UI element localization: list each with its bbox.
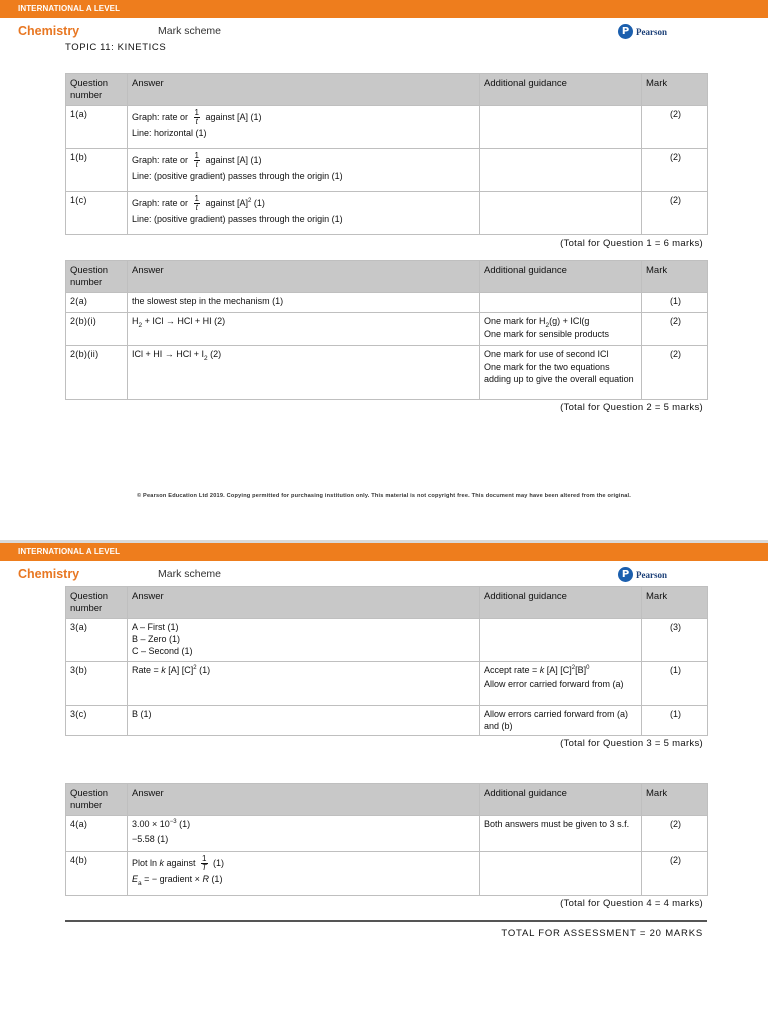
subject-title: Chemistry bbox=[18, 24, 80, 38]
answer-text: Graph: rate or bbox=[132, 197, 191, 208]
table-row bbox=[66, 313, 708, 346]
fraction bbox=[194, 195, 200, 212]
rate-constant-symbol: k bbox=[161, 665, 166, 675]
guidance-cell bbox=[480, 852, 642, 896]
answer-line: Line: (positive gradient) passes through the origin (1) bbox=[132, 214, 343, 224]
answer-cell bbox=[128, 852, 480, 896]
banner-text: INTERNATIONAL A LEVEL bbox=[18, 4, 121, 13]
guidance-cell bbox=[480, 293, 642, 313]
fraction bbox=[201, 855, 207, 872]
pearson-logo bbox=[618, 567, 667, 582]
guidance-text: [A] [C] bbox=[544, 665, 572, 675]
question-number: 4(a) bbox=[66, 816, 128, 852]
column-header-mark: Mark bbox=[642, 784, 708, 816]
guidance-cell bbox=[480, 346, 642, 400]
guidance-cell bbox=[480, 662, 642, 706]
answer-text: Rate = bbox=[132, 665, 162, 675]
answer-cell bbox=[128, 816, 480, 852]
fraction-numerator: 1 bbox=[194, 151, 199, 160]
table-row bbox=[66, 706, 708, 736]
superscript: 2 bbox=[193, 665, 197, 671]
column-header-answer: Answer bbox=[128, 587, 480, 619]
guidance-cell bbox=[480, 149, 642, 192]
header-banner bbox=[0, 0, 768, 18]
question-number: 3(a) bbox=[66, 619, 128, 662]
question-number: 1(a) bbox=[66, 106, 128, 149]
column-header-question: Question number bbox=[66, 74, 128, 106]
table-row bbox=[66, 149, 708, 192]
answer-line: B – Zero (1) bbox=[132, 634, 181, 644]
table-row bbox=[66, 346, 708, 400]
table-row bbox=[66, 662, 708, 706]
document-type: Mark scheme bbox=[158, 25, 222, 37]
answer-line: Line: (positive gradient) passes through the origin (1) bbox=[132, 171, 343, 181]
superscript: −3 bbox=[169, 819, 177, 825]
column-header-mark: Mark bbox=[642, 261, 708, 293]
answer-text: + ICl → HCl + HI (2) bbox=[142, 316, 226, 326]
guidance-cell bbox=[480, 192, 642, 235]
answer-text: (1) bbox=[196, 665, 211, 675]
question-3-table bbox=[65, 586, 708, 736]
answer-line: C – Second (1) bbox=[132, 646, 193, 656]
answer-text: H bbox=[132, 316, 139, 326]
fraction bbox=[194, 109, 200, 126]
column-header-guidance: Additional guidance bbox=[480, 74, 642, 106]
subject-title: Chemistry bbox=[18, 567, 80, 581]
guidance-text: One mark for H bbox=[484, 316, 546, 326]
question-number: 1(c) bbox=[66, 192, 128, 235]
fraction-denominator: t bbox=[195, 203, 198, 212]
mark-cell: (3) bbox=[642, 619, 708, 662]
answer-text: Plot ln bbox=[132, 857, 160, 868]
superscript: 2 bbox=[571, 665, 576, 671]
answer-text: 3.00 × 10 bbox=[132, 819, 170, 829]
question-2-total: (Total for Question 2 = 5 marks) bbox=[560, 402, 703, 413]
mark-cell: (2) bbox=[642, 149, 708, 192]
answer-text: (1) bbox=[208, 874, 223, 884]
rate-constant-symbol: k bbox=[539, 665, 545, 675]
answer-cell bbox=[128, 662, 480, 706]
superscript: 2 bbox=[248, 197, 252, 204]
answer-line: −5.58 (1) bbox=[132, 834, 169, 844]
mark-cell: (2) bbox=[642, 852, 708, 896]
document-type: Mark scheme bbox=[158, 568, 222, 580]
mark-cell: (1) bbox=[642, 706, 708, 736]
answer-text: (1) bbox=[251, 197, 265, 208]
mark-cell: (2) bbox=[642, 106, 708, 149]
question-1-total: (Total for Question 1 = 6 marks) bbox=[560, 238, 703, 249]
guidance-cell: Both answers must be given to 3 s.f. bbox=[480, 816, 642, 852]
question-3-total: (Total for Question 3 = 5 marks) bbox=[560, 738, 703, 749]
topic-title: TOPIC 11: KINETICS bbox=[65, 42, 167, 53]
column-header-guidance: Additional guidance bbox=[480, 784, 642, 816]
mark-cell: (2) bbox=[642, 346, 708, 400]
answer-text: (1) bbox=[176, 819, 191, 829]
subscript: 2 bbox=[204, 354, 208, 362]
guidance-cell bbox=[480, 619, 642, 662]
pearson-icon: P bbox=[618, 567, 633, 582]
answer-text: Graph: rate or bbox=[132, 154, 191, 165]
guidance-cell bbox=[480, 106, 642, 149]
guidance-line: One mark for sensible products bbox=[484, 329, 610, 339]
pearson-wordmark: Pearson bbox=[636, 26, 667, 37]
guidance-cell bbox=[480, 313, 642, 346]
guidance-text: (g) + ICl(g bbox=[549, 316, 590, 326]
subscript: a bbox=[138, 879, 142, 887]
rate-constant-symbol: k bbox=[159, 857, 165, 868]
fraction-numerator: 1 bbox=[202, 854, 207, 863]
answer-text: [A] [C] bbox=[165, 665, 194, 675]
column-header-guidance: Additional guidance bbox=[480, 587, 642, 619]
column-header-mark: Mark bbox=[642, 587, 708, 619]
answer-cell bbox=[128, 106, 480, 149]
answer-text: against [A] (1) bbox=[202, 154, 262, 165]
banner-text: INTERNATIONAL A LEVEL bbox=[18, 547, 121, 556]
gas-constant-symbol: R bbox=[202, 874, 209, 884]
question-4-total: (Total for Question 4 = 4 marks) bbox=[560, 898, 703, 909]
column-header-question: Question number bbox=[66, 587, 128, 619]
table-row bbox=[66, 192, 708, 235]
pearson-icon: P bbox=[618, 24, 633, 39]
question-4-table bbox=[65, 783, 708, 896]
question-number: 2(a) bbox=[66, 293, 128, 313]
superscript: 0 bbox=[586, 665, 590, 671]
question-number: 1(b) bbox=[66, 149, 128, 192]
answer-cell bbox=[128, 313, 480, 346]
header-banner bbox=[0, 543, 768, 561]
table-row bbox=[66, 619, 708, 662]
question-2-table bbox=[65, 260, 708, 400]
question-number: 3(c) bbox=[66, 706, 128, 736]
divider-rule bbox=[65, 920, 707, 922]
assessment-total: TOTAL FOR ASSESSMENT = 20 MARKS bbox=[501, 928, 703, 939]
column-header-mark: Mark bbox=[642, 74, 708, 106]
mark-cell: (2) bbox=[642, 313, 708, 346]
answer-cell bbox=[128, 192, 480, 235]
activation-energy-symbol: E bbox=[132, 874, 139, 884]
table-header-row bbox=[66, 261, 708, 293]
answer-text: ICl + HI → HCl + I bbox=[132, 349, 205, 359]
mark-cell: (1) bbox=[642, 293, 708, 313]
column-header-answer: Answer bbox=[128, 261, 480, 293]
answer-cell: B (1) bbox=[128, 706, 480, 736]
column-header-question: Question number bbox=[66, 784, 128, 816]
question-1-table bbox=[65, 73, 708, 235]
question-number: 4(b) bbox=[66, 852, 128, 896]
table-header-row bbox=[66, 784, 708, 816]
subscript: 2 bbox=[545, 321, 550, 329]
column-header-guidance: Additional guidance bbox=[480, 261, 642, 293]
pearson-wordmark: Pearson bbox=[636, 569, 667, 580]
answer-text: against [A] bbox=[202, 197, 249, 208]
guidance-text: Accept rate = bbox=[484, 665, 540, 675]
fraction-denominator: t bbox=[195, 160, 198, 169]
guidance-line: Allow error carried forward from (a) bbox=[484, 679, 624, 689]
copyright-footer: © Pearson Education Ltd 2019. Copying permitted for purchasing institution only. This material is not copyright free. This document may have been altered from the original. bbox=[136, 493, 632, 499]
question-number: 2(b)(ii) bbox=[66, 346, 128, 400]
answer-text: against [A] (1) bbox=[202, 111, 262, 122]
guidance-text: [B] bbox=[575, 665, 587, 675]
question-number: 2(b)(i) bbox=[66, 313, 128, 346]
answer-line: Line: horizontal (1) bbox=[132, 128, 207, 138]
answer-text: = − gradient × bbox=[141, 874, 203, 884]
mark-cell: (2) bbox=[642, 192, 708, 235]
column-header-answer: Answer bbox=[128, 784, 480, 816]
fraction-numerator: 1 bbox=[194, 108, 199, 117]
answer-text: (2) bbox=[207, 349, 222, 359]
answer-cell: the slowest step in the mechanism (1) bbox=[128, 293, 480, 313]
answer-text: (1) bbox=[210, 857, 224, 868]
table-row bbox=[66, 816, 708, 852]
answer-text: against bbox=[164, 857, 199, 868]
table-row bbox=[66, 852, 708, 896]
table-row bbox=[66, 293, 708, 313]
answer-cell bbox=[128, 346, 480, 400]
mark-cell: (1) bbox=[642, 662, 708, 706]
subscript: 2 bbox=[138, 321, 143, 329]
answer-text: Graph: rate or bbox=[132, 111, 191, 122]
fraction bbox=[194, 152, 200, 169]
table-header-row bbox=[66, 587, 708, 619]
table-row bbox=[66, 106, 708, 149]
table-header-row bbox=[66, 74, 708, 106]
fraction-denominator: T bbox=[201, 863, 207, 872]
column-header-answer: Answer bbox=[128, 74, 480, 106]
answer-line: A – First (1) bbox=[132, 622, 179, 632]
guidance-line: One mark for the two equations adding up to give the overall equation bbox=[484, 362, 634, 384]
mark-cell: (2) bbox=[642, 816, 708, 852]
answer-cell bbox=[128, 149, 480, 192]
guidance-cell: Allow errors carried forward from (a) and (b) bbox=[480, 706, 642, 736]
answer-cell bbox=[128, 619, 480, 662]
mark-scheme-page-2 bbox=[0, 543, 768, 1024]
question-number: 3(b) bbox=[66, 662, 128, 706]
pearson-logo bbox=[618, 24, 667, 39]
fraction-denominator: t bbox=[195, 117, 198, 126]
fraction-numerator: 1 bbox=[194, 194, 199, 203]
column-header-question: Question number bbox=[66, 261, 128, 293]
guidance-line: One mark for use of second ICl bbox=[484, 349, 609, 359]
